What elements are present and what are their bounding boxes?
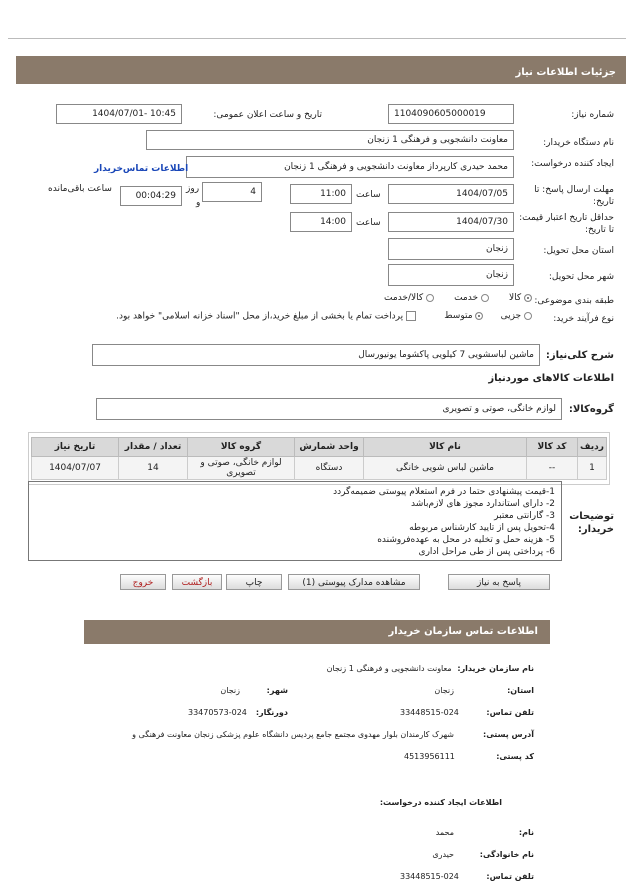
attachments-button[interactable]: مشاهده مدارک پیوستی (1) xyxy=(288,574,420,590)
print-button[interactable]: چاپ xyxy=(226,574,282,590)
cell-group: لوازم خانگی، صوتی و تصویری xyxy=(188,457,295,480)
radio-goods-service-label: کالا/خدمت xyxy=(384,293,424,303)
contact-org-row xyxy=(327,664,534,674)
col-name: نام کالا xyxy=(364,438,527,457)
back-button[interactable]: بازگشت xyxy=(172,574,222,590)
contact-title: اطلاعات تماس سازمان خریدار xyxy=(388,626,538,637)
col-date: تاریخ نیاز xyxy=(32,438,119,457)
price-valid-time-label: ساعت xyxy=(356,218,381,228)
reply-time-label: ساعت xyxy=(356,190,381,200)
price-valid-date-field: 1404/07/30 xyxy=(388,212,514,232)
group-field: لوازم خانگی، صوتی و تصویری xyxy=(96,398,562,420)
radio-medium-label: متوسط xyxy=(444,311,473,321)
buyer-org-field: معاونت دانشجویی و فرهنگی 1 زنجان xyxy=(146,130,514,150)
price-valid-label: حداقل تاریخ اعتبار قیمت: تا تاریخ: xyxy=(519,213,614,235)
cell-code: -- xyxy=(527,457,578,480)
contact-phone-label: تلفن تماس: xyxy=(486,708,534,717)
buyer-org-label: نام دستگاه خریدار: xyxy=(543,138,614,148)
radio-partial-label: جزیی xyxy=(500,311,522,321)
announce-label: تاریخ و ساعت اعلان عمومی: xyxy=(213,110,322,120)
contact-fax-label: دورنگار: xyxy=(255,708,288,717)
contact-province-label: استان: xyxy=(507,686,534,695)
notes-box xyxy=(28,481,562,561)
radio-goods-label: کالا xyxy=(508,293,522,303)
delivery-city-label: شهر محل تحویل: xyxy=(548,272,614,282)
reply-button[interactable]: پاسخ به نیاز xyxy=(448,574,550,590)
note-line: 3- گارانتی معتبر xyxy=(494,511,555,521)
table-header-row xyxy=(32,438,607,457)
remaining-time-field: 00:04:29 xyxy=(120,186,182,206)
days-label: روز xyxy=(186,184,200,194)
creator-last-name-value: حیدری xyxy=(432,850,454,859)
creator-first-name-value: محمد xyxy=(435,828,454,837)
cell-qty: 14 xyxy=(119,457,188,480)
and-label: و xyxy=(196,198,201,208)
creator-info-title: اطلاعات ایجاد کننده درخواست: xyxy=(379,798,502,807)
col-qty: تعداد / مقدار xyxy=(119,438,188,457)
items-table xyxy=(31,437,607,480)
buyer-contact-link[interactable]: اطلاعات تماس‌خریدار xyxy=(94,164,189,174)
contact-fax-value: 33470573-024 xyxy=(188,708,247,717)
radio-goods-service[interactable] xyxy=(426,294,434,302)
contact-postal-label: کد پستی: xyxy=(496,752,534,761)
announce-field: 1404/07/01- 10:45 xyxy=(56,104,182,124)
cell-unit: دستگاه xyxy=(295,457,364,480)
summary-field: ماشین لباسشویی 7 کیلویی پاکشوما یونیورسال xyxy=(92,344,540,366)
creator-field: محمد حیدری کارپرداز معاونت دانشجویی و فرهنگی 1 زنجان xyxy=(186,156,514,178)
page-header xyxy=(16,56,626,84)
payment-note xyxy=(54,311,416,322)
col-row: ردیف xyxy=(578,438,607,457)
cell-date: 1404/07/07 xyxy=(32,457,119,480)
col-group: گروه کالا xyxy=(188,438,295,457)
contact-org-value: معاونت دانشجویی و فرهنگی 1 زنجان xyxy=(326,664,452,673)
contact-address-value: شهرک کارمندان بلوار مهدوی مجتمع جامع پردیس دانشگاه علوم پزشکی زنجان معاونت فرهنگی و xyxy=(132,730,454,739)
creator-last-name-label: نام خانوادگی: xyxy=(479,850,534,859)
creator-label: ایجاد کننده درخواست: xyxy=(531,159,614,169)
radio-medium[interactable] xyxy=(475,312,483,320)
radio-goods[interactable] xyxy=(524,294,532,302)
notes-label: توضیحات خریدار: xyxy=(569,511,614,535)
reply-date-field: 1404/07/05 xyxy=(388,184,514,204)
payment-note-text: پرداخت تمام یا بخشی از مبلغ خرید،از محل "اسناد خزانه اسلامی" خواهد بود. xyxy=(116,311,404,322)
cell-name: ماشین لباس شویی خانگی xyxy=(364,457,527,480)
remaining-time-label: ساعت باقی‌مانده xyxy=(48,184,112,194)
contact-city-value: زنجان xyxy=(220,686,240,695)
process-radios xyxy=(420,311,532,321)
process-label: نوع فرآیند خرید: xyxy=(553,314,614,324)
days-left-field: 4 xyxy=(202,182,262,202)
delivery-city-field: زنجان xyxy=(388,264,514,286)
price-valid-time-field: 14:00 xyxy=(290,212,352,232)
note-line: 2- دارای استاندارد مجوز های لازم‌باشد xyxy=(411,499,555,509)
contact-province-value: زنجان xyxy=(434,686,454,695)
items-table-wrap xyxy=(28,432,610,485)
contact-address-label: آدرس پستی: xyxy=(483,730,534,739)
page-title: جزئیات اطلاعات نیاز xyxy=(515,67,616,78)
radio-service-label: خدمت xyxy=(454,293,479,303)
contact-phone-value: 33448515-024 xyxy=(400,708,459,717)
exit-button[interactable]: خروج xyxy=(120,574,166,590)
payment-treasury-checkbox[interactable] xyxy=(406,311,416,321)
note-line: 6- پرداختی پس از طی مراحل اداری xyxy=(418,547,555,557)
creator-first-name-label: نام: xyxy=(518,828,534,837)
radio-service[interactable] xyxy=(481,294,489,302)
creator-phone-value: 33448515-024 xyxy=(400,872,459,881)
creator-phone-label: تلفن تماس: xyxy=(486,872,534,881)
radio-partial[interactable] xyxy=(524,312,532,320)
col-code: کد کالا xyxy=(527,438,578,457)
goods-section-title: اطلاعات کالاهای موردنیاز xyxy=(488,373,614,384)
need-number-label: شماره نیاز: xyxy=(571,110,614,120)
col-unit: واحد شمارش xyxy=(295,438,364,457)
contact-city-label: شهر: xyxy=(266,686,288,695)
contact-postal-value: 4513956111 xyxy=(404,752,455,761)
need-number-field: 1104090605000019 xyxy=(388,104,514,124)
category-radios xyxy=(336,293,532,303)
reply-time-field: 11:00 xyxy=(290,184,352,204)
note-line: 4-تحویل پس از تایید کارشناس مربوطه xyxy=(409,523,555,533)
note-line: 1-قیمت پیشنهادی حتما در فرم استعلام پیوستی ضمیمه‌گردد xyxy=(333,487,555,497)
table-row xyxy=(32,457,607,480)
summary-label: شرح کلی‌نیاز: xyxy=(545,350,614,361)
category-label: طبقه بندی موضوعی: xyxy=(534,296,614,306)
delivery-province-field: زنجان xyxy=(388,238,514,260)
contact-header xyxy=(84,620,550,644)
contact-org-label: نام سازمان خریدار: xyxy=(457,664,534,673)
delivery-province-label: استان محل تحویل: xyxy=(543,246,614,256)
cell-row: 1 xyxy=(578,457,607,480)
reply-deadline-label: مهلت ارسال پاسخ: تا تاریخ: xyxy=(534,185,614,207)
note-line: 5- هزینه حمل و تخلیه در محل به عهده‌فروشنده xyxy=(377,535,555,545)
group-label: گروه‌کالا: xyxy=(568,404,614,415)
